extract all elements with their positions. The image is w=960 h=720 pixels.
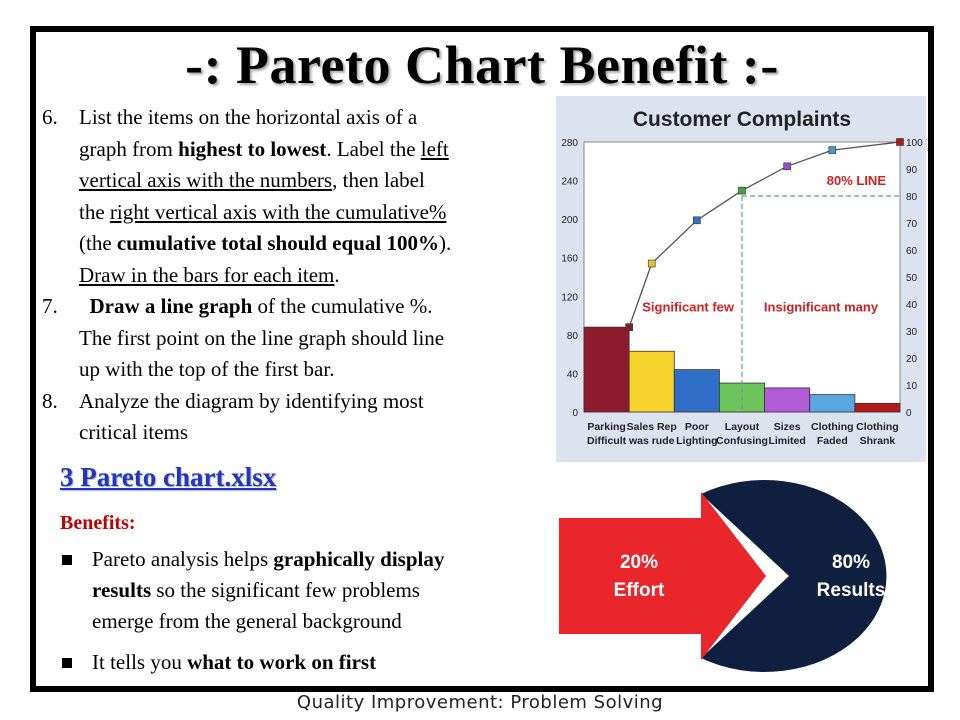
benefit-item-2: It tells you what to work on first [60,647,560,678]
left-tick-label: 80 [566,330,578,342]
step-7-line-2: The first point on the line graph should line [79,325,445,350]
circle-label-percent: 80% [831,552,871,573]
benefit-item-1: Pareto analysis helps graphically display results so the significant few problems emerge from the general background [60,544,560,637]
bar [810,395,855,412]
arrow-label-text: Effort [613,580,665,601]
category-label: Difficult [587,435,627,447]
cumulative-point [784,163,791,170]
chart-title: Customer Complaints [632,108,852,131]
category-label: Limited [768,435,806,447]
bar [629,351,674,412]
pareto-xlsx-link[interactable]: 3 Pareto chart.xlsx [60,462,277,492]
slide-footer: Quality Improvement: Problem Solving [296,692,664,713]
right-tick-label: 40 [906,300,918,311]
arrow-label-percent: 20% [619,552,659,573]
category-label: Clothing [810,421,854,433]
step-8-line-2: critical items [79,420,189,444]
step-8-line-1: 8. Analyze the diagram by identifying most [42,388,424,413]
category-label: Lighting [676,435,718,447]
step-7-line-1: 7. Draw a line graph of the cumulative %. [42,294,433,318]
left-tick-label: 120 [561,292,578,304]
category-label: Confusing [716,435,768,447]
left-tick-label: 200 [561,215,578,227]
left-tick-label: 0 [572,408,578,419]
bar [855,403,900,412]
circle-label-text: Results [816,580,886,601]
right-tick-label: 20 [906,354,918,365]
category-label: Clothing [856,421,899,433]
bar [765,388,810,412]
step-6-line-3: vertical axis with the numbers, then label [79,168,425,192]
step-6-line-4: the right vertical axis with the cumulative% [79,199,447,224]
cumulative-point [693,217,700,224]
right-tick-label: 50 [906,273,918,284]
right-tick-label: 70 [906,219,918,230]
step-6-line-5: (the cumulative total should equal 100%). [79,231,452,255]
benefits-heading: Benefits: [60,512,136,534]
left-tick-label: 160 [561,253,578,265]
left-tick-label: 240 [561,176,578,188]
line-80-label: 80% LINE [826,173,886,188]
pareto-chart-svg [556,96,926,462]
category-label: Sales Rep [626,421,677,433]
pareto-chart [556,96,926,462]
benefits-list [60,544,560,688]
slide-frame [30,26,934,692]
category-label: Sizes [773,421,801,433]
category-label: Shrank [859,435,896,447]
slide-title: -: Pareto Chart Benefit :- [185,35,779,95]
right-tick-label: 0 [906,408,912,419]
cumulative-point [829,147,836,154]
right-tick-label: 10 [906,381,918,392]
right-tick-label: 90 [906,165,918,176]
right-tick-label: 80 [906,192,918,203]
category-label: Poor [684,421,709,433]
insignificant-many-label: Insignificant many [763,299,879,315]
step-6-line-1: 6. List the items on the horizontal axis of a [42,105,418,129]
step-7-line-3: up with the top of the first bar. [79,357,335,381]
left-tick-label: 280 [561,138,578,149]
step-6-line-2: graph from highest to lowest. Label the left [79,136,449,161]
category-label: Layout [724,421,760,433]
significant-few-label: Significant few [642,299,734,315]
left-tick-label: 40 [566,369,578,381]
right-tick-label: 60 [906,246,918,257]
category-label: Faded [816,435,848,447]
cumulative-point [626,324,633,331]
bar [584,327,629,412]
cumulative-point [739,187,746,194]
cumulative-point [897,139,904,146]
bar [674,370,719,412]
category-label: was rude [628,435,675,447]
right-tick-label: 100 [906,138,923,149]
step-6-line-6: Draw in the bars for each item. [79,262,340,287]
category-label: Parking [587,421,626,433]
effort-results-diagram [551,472,923,680]
steps-list [42,102,562,449]
cumulative-point [648,260,655,267]
right-tick-label: 30 [906,327,918,338]
